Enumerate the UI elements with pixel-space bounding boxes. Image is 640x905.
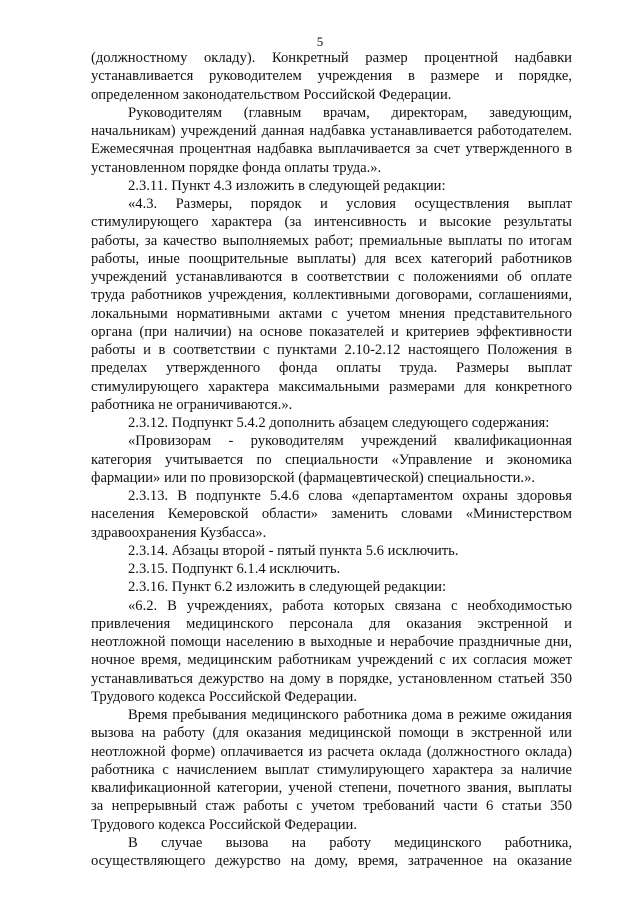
text-line: устанавливаться дежурство на дому в порядке, установленном статьей 350 [91, 670, 572, 687]
text-line: осуществляющего дежурство на дому, время, затраченное на оказание [91, 853, 572, 869]
text-line: 2.3.14. Абзацы второй - пятый пункта 5.6 исключить. [128, 542, 459, 559]
text-line: «Провизорам - руководителям учреждений квалификационная [128, 433, 572, 450]
text-line: работы, иные поощрительные выплаты) для всех категорий работников [91, 250, 572, 267]
text-line: стимулирующего характера (за интенсивность и высокие результаты [91, 214, 572, 231]
text-line: 2.3.11. Пункт 4.3 изложить в следующей редакции: [128, 177, 446, 194]
text-line: за непрерывный стаж работы с учетом требований части 6 статьи 350 [91, 798, 572, 815]
text-line: работы и в соответствии с пунктами 2.10-2.12 настоящего Положения в [91, 342, 572, 358]
text-line: вызова на работу (для оказания медицинской помощи в экстренной или [91, 725, 572, 742]
text-line: учреждений устанавливаются в соответствии с положениями об оплате [91, 269, 572, 285]
text-line: фармации» или по провизорской (фармацевтической) специальности.». [91, 469, 536, 486]
text-line: Трудового кодекса Российской Федерации. [91, 816, 357, 833]
text-line: установленном порядке фонда оплаты труда.». [91, 159, 382, 176]
text-line: «4.3. Размеры, порядок и условия осуществления выплат [128, 196, 572, 212]
text-line: 2.3.13. В подпункте 5.4.6 слова «департаментом охраны здоровья [128, 488, 572, 504]
text-line: 2.3.16. Пункт 6.2 изложить в следующей редакции: [128, 579, 447, 596]
text-line: Руководителям (главным врачам, директорам, заведующим, [128, 104, 572, 121]
text-line: работника с начислением выплат стимулирующего характера за наличие [91, 761, 572, 778]
text-line: труда работников учреждения, коллективными договорами, соглашениями, [91, 287, 572, 304]
page-number: 5 [316, 34, 324, 49]
text-line: Время пребывания медицинского работника дома в режиме ожидания [128, 707, 572, 723]
text-line: пределах утвержденного фонда оплаты труда. Размеры выплат [91, 360, 572, 377]
text-line: В случае вызова на работу медицинского работника, [128, 834, 572, 851]
text-line: 2.3.12. Подпункт 5.4.2 дополнить абзацем следующего содержания: [128, 415, 550, 431]
text-line: привлечения медицинского персонала для оказания экстренной и [91, 615, 572, 632]
text-line: «6.2. В учреждениях, работа которых связана с необходимостью [128, 597, 572, 614]
text-line: категория учитывается по специальности «Управление и экономика [91, 451, 572, 468]
text-line: стимулирующего характера максимальными размерами для конкретного [91, 378, 572, 395]
text-line: населения Кемеровской области» заменить словами «Министерством [91, 506, 572, 523]
text-line: здравоохранения Кузбасса». [91, 524, 267, 541]
text-line: локальными нормативными актами с учетом мнения представительного [91, 305, 572, 322]
text-line: неотложной помощи населению в выходные и нерабочие праздничные дни, [91, 634, 572, 650]
text-line: определенном законодательством Российской Федерации. [91, 86, 452, 103]
text-line: органа (при наличии) на основе показателей и критериев эффективности [91, 323, 572, 340]
text-line: (должностному окладу). Конкретный размер процентной надбавки [91, 50, 572, 66]
text-line: неотложной форме) оплачивается из расчета оклада (должностного оклада) [91, 743, 572, 760]
text-line: работника не ограничиваются.». [91, 396, 293, 413]
text-line: ночное время, медицинским работникам учреждений с их согласия может [91, 652, 572, 669]
text-line: 2.3.15. Подпункт 6.1.4 исключить. [128, 561, 341, 577]
text-line: квалификационной категории, ученой степени, почетного звания, выплаты [91, 780, 572, 796]
text-line: начальникам) учреждений данная надбавка устанавливается работодателем. [91, 123, 572, 139]
text-line: Ежемесячная процентная надбавка выплачивается за счет утвержденного в [91, 141, 572, 158]
document-body [91, 49, 572, 870]
text-line: устанавливается руководителем учреждения в размере и порядке, [91, 68, 572, 85]
text-line: работы, за качество выполняемых работ; премиальные выплаты по итогам [91, 232, 572, 249]
text-line: Трудового кодекса Российской Федерации. [91, 688, 357, 705]
